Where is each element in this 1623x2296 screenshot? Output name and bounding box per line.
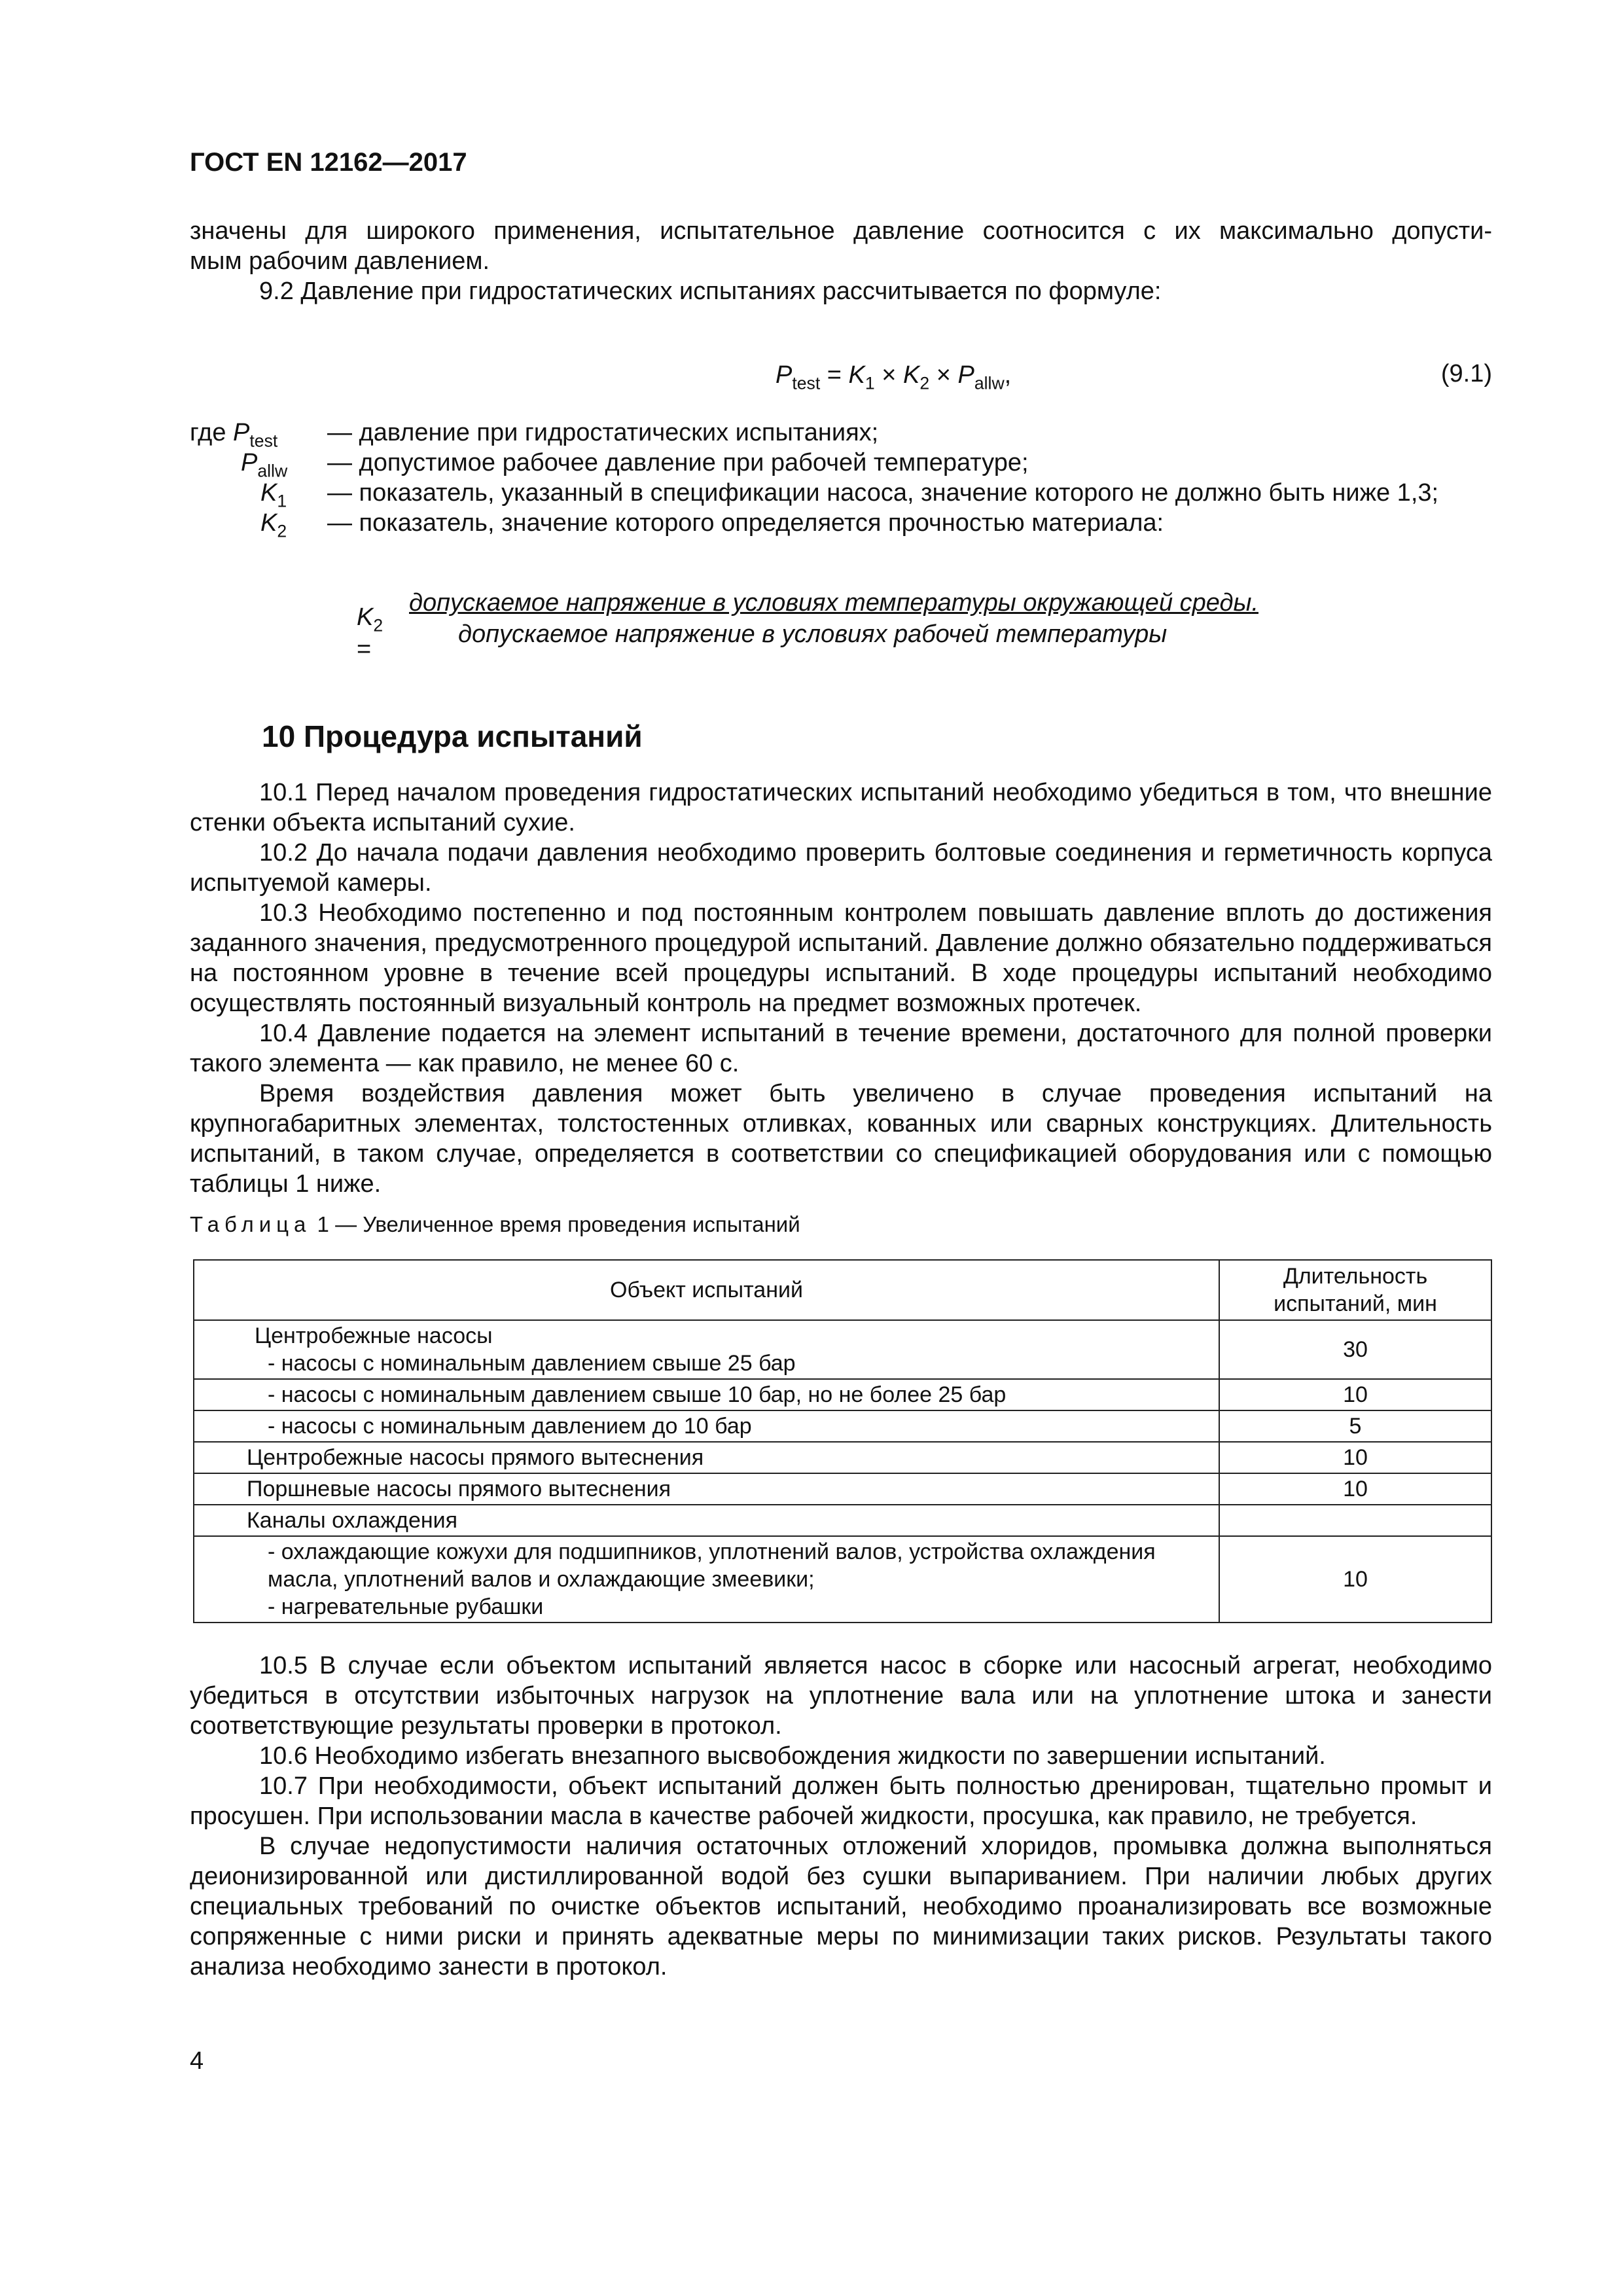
definition-row: [190, 418, 1499, 451]
fraction-numerator: допускаемое напряжение в условиях температуры окружающей среды.: [409, 589, 1258, 617]
table-cell: - охлаждающие кожухи для подшипников, уплотнений валов, устройства охлаждения масла, уплотнений валов и охлаждающие змеевики; - нагревательные рубашки: [194, 1536, 1219, 1623]
formula-k2: K: [903, 361, 920, 389]
definitions-list: [190, 418, 1499, 541]
definition-symbol: $K_2$: [260, 509, 287, 541]
table-cell: 5: [1219, 1410, 1491, 1442]
paragraph-10-6: 10.6 Необходимо избегать внезапного высвобождения жидкости по завершении испытаний.: [259, 1742, 1326, 1770]
table-row: [194, 1505, 1491, 1536]
table-cell: 10: [1219, 1473, 1491, 1505]
intro-text: [190, 216, 1492, 306]
section-title: 10 Процедура испытаний: [262, 719, 643, 753]
table-cell: [1219, 1505, 1491, 1536]
intro-line-2: мым рабочим давлением.: [190, 247, 490, 275]
definition-symbol: $P_{allw}$: [241, 449, 288, 481]
formula-eq: =: [820, 361, 849, 389]
fraction-k2: $K_2$ =: [357, 603, 383, 664]
intro-line-1: значены для широкого применения, испытательное давление соотносится с их максимально допусти-: [190, 217, 1492, 245]
column-header-duration: Длительность испытаний, мин: [1219, 1260, 1491, 1320]
paragraph-10-5: 10.5 В случае если объектом испытаний является насос в сборке или насосный агрегат, необходимо убедиться в отсутствии избыточных нагрузок на уплотнение вала или на уплотнение штока и занести соответствующие результаты проверки в протокол.: [190, 1652, 1492, 1740]
table-cell: 10: [1219, 1536, 1491, 1623]
formula-times-2: ×: [929, 361, 958, 389]
definition-symbol: где $P_{test}$: [190, 419, 278, 451]
table-row: [194, 1442, 1491, 1473]
table-row: [194, 1473, 1491, 1505]
formula-p: P: [776, 361, 793, 389]
definition-text: — допустимое рабочее давление при рабочей температуре;: [327, 449, 1029, 476]
document-header: ГОСТ EN 12162—2017: [190, 148, 467, 177]
paragraph-10-3: 10.3 Необходимо постепенно и под постоянным контролем повышать давление вплоть до достижения заданного значения, предусмотренного процедурой испытаний. Давление должно обязательно поддерживаться на постоянном уровне в течение всей процедуры испытаний. В ходе процедуры испытаний необходимо осуществлять постоянный визуальный контроль на предмет возможных протечек.: [190, 899, 1492, 1017]
formula-k2-sub: 2: [919, 373, 930, 393]
table-row: [194, 1379, 1491, 1410]
paragraph-10-4-continued: Время воздействия давления может быть увеличено в случае проведения испытаний на крупногабаритных элементах, толстостенных отливках, кованных или сварных конструкциях. Длительность испытаний, в таком случае, определяется в соответствии со спецификацией оборудования или с помощью таблицы 1 ниже.: [190, 1080, 1492, 1198]
test-duration-table: [193, 1259, 1492, 1623]
table-cell: - насосы с номинальным давлением до 10 бар: [194, 1410, 1219, 1442]
paragraph-9-2: 9.2 Давление при гидростатических испытаниях рассчитывается по формуле:: [259, 278, 1162, 305]
formula-k1: K: [848, 361, 865, 389]
definition-text: — показатель, указанный в спецификации насоса, значение которого не должно быть ниже 1,3;: [327, 479, 1439, 507]
column-header-object: Объект испытаний: [194, 1260, 1219, 1320]
fraction-denominator: допускаемое напряжение в условиях рабочей температуры: [458, 620, 1168, 648]
table-cell: 10: [1219, 1379, 1491, 1410]
definition-text: — давление при гидростатических испытаниях;: [327, 419, 879, 446]
table-cell: 30: [1219, 1320, 1491, 1379]
table-row: [194, 1536, 1491, 1623]
section-10-paragraphs: [190, 778, 1492, 1199]
definition-symbol: $K_1$: [260, 479, 287, 511]
table-caption: Таблица 1 — Увеличенное время проведения испытаний: [190, 1212, 800, 1236]
table-header-row: [194, 1260, 1491, 1320]
equation-number: (9.1): [1440, 360, 1492, 387]
table-cell: Поршневые насосы прямого вытеснения: [194, 1473, 1219, 1505]
formula-k1-sub: 1: [865, 373, 875, 393]
table-cell: 10: [1219, 1442, 1491, 1473]
formula-9-1: [776, 360, 1011, 398]
definition-text: — показатель, значение которого определяется прочностью материала:: [327, 509, 1164, 537]
formula-times-1: ×: [874, 361, 904, 389]
paragraph-10-2: 10.2 До начала подачи давления необходимо проверить болтовые соединения и герметичность корпуса испытуемой камеры.: [190, 839, 1492, 897]
table-row: [194, 1410, 1491, 1442]
definition-row: [190, 508, 1499, 541]
page-number: 4: [190, 2047, 204, 2075]
formula-pa: P: [957, 361, 974, 389]
table-row: [194, 1320, 1491, 1379]
definition-row: [190, 478, 1499, 511]
formula-p-sub: test: [792, 373, 821, 393]
paragraph-10-1: 10.1 Перед началом проведения гидростатических испытаний необходимо убедиться в том, что внешние стенки объекта испытаний сухие.: [190, 779, 1492, 836]
table-cell: Центробежные насосы - насосы с номинальным давлением свыше 25 бар: [194, 1320, 1219, 1379]
table-cell: Каналы охлаждения: [194, 1505, 1219, 1536]
formula-pa-sub: allw: [974, 373, 1005, 393]
definition-row: [190, 448, 1499, 481]
paragraph-10-4: 10.4 Давление подается на элемент испытаний в течение времени, достаточного для полной проверки такого элемента — как правило, не менее 60 с.: [190, 1020, 1492, 1077]
paragraph-10-7: 10.7 При необходимости, объект испытаний должен быть полностью дренирован, тщательно промыт и просушен. При использовании масла в качестве рабочей жидкости, просушка, как правило, не требуется.: [190, 1772, 1492, 1830]
paragraph-10-7-continued: В случае недопустимости наличия остаточных отложений хлоридов, промывка должна выполняться деионизированной или дистиллированной водой без сушки выпариванием. При наличии любых других специальных требований по очистке объектов испытаний, необходимо проанализировать все возможные сопряженные с ними риски и принять адекватные меры по минимизации таких рисков. Результаты такого анализа необходимо занести в протокол.: [190, 1833, 1492, 1981]
formula-tail: ,: [1004, 361, 1012, 389]
table-cell: Центробежные насосы прямого вытеснения: [194, 1442, 1219, 1473]
section-10-paragraphs-continued: [190, 1651, 1492, 1982]
table-cell: - насосы с номинальным давлением свыше 10 бар, но не более 25 бар: [194, 1379, 1219, 1410]
